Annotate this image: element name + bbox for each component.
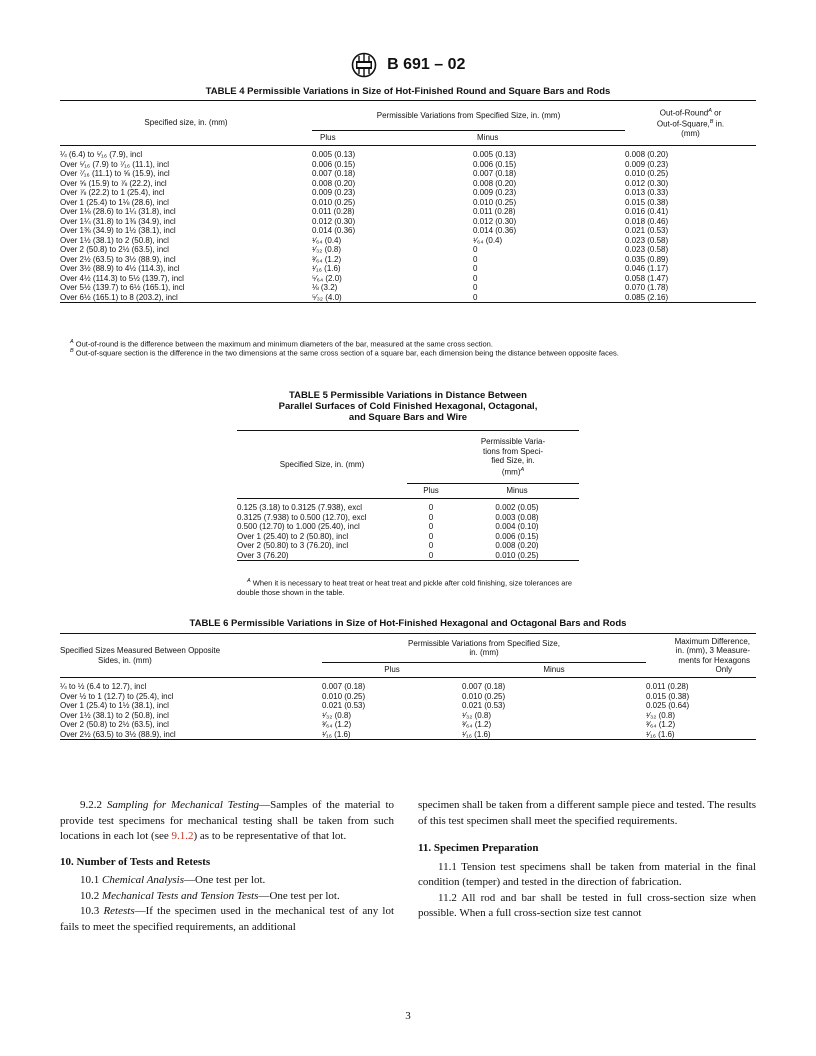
table6-cell: Over ½ to 1 (12.7) to (25.4), incl	[60, 691, 174, 701]
table5-cell: 0.002 (0.05)	[495, 503, 539, 512]
table6-cell: ¹⁄₃₂ (0.8)	[462, 710, 492, 720]
table4-body	[60, 150, 756, 303]
table5-cell: 0	[428, 522, 434, 531]
table4-row	[60, 207, 756, 217]
table6-cell: ¹⁄₃₂ (0.8)	[646, 710, 676, 720]
table6-row	[60, 720, 756, 730]
table4-cell: 0.010 (0.25)	[473, 197, 517, 207]
table5-body	[237, 503, 579, 561]
table6-title: TABLE 6 Permissible Variations in Size of Hot-Finished Hexagonal and Octagonal Bars and Rods	[189, 618, 627, 629]
table4-row	[60, 169, 756, 179]
table4-cell: 0.008 (0.20)	[473, 178, 517, 188]
table4-cell: 0.023 (0.58)	[625, 235, 669, 245]
table4-cell: 0.006 (0.15)	[473, 159, 517, 169]
table4-cell: 0	[473, 273, 478, 283]
table5-row	[237, 532, 579, 542]
table4-footnote-b: $^B$ Out-of-square section is the difference in the two dimensions at the same cross section of a square bar, each dimension being the distance between opposite faces.	[70, 348, 619, 358]
section-link-9-1-2[interactable]: 9.1.2	[171, 830, 194, 842]
table6-cell: Over 2 (50.8) to 2½ (63.5), incl	[60, 720, 169, 729]
table4-row	[60, 255, 756, 265]
table5	[237, 430, 579, 561]
table4-cell: 0.010 (0.25)	[312, 197, 356, 207]
table4-cell: Over 1 (25.4) to 1⅛ (28.6), incl	[60, 197, 169, 207]
table6-cell: 0.025 (0.64)	[646, 701, 690, 710]
heading-section-11: 11. Specimen Preparation	[418, 842, 539, 854]
table6-header-perm: Permissible Variations from Specified Size, in. (mm)	[322, 634, 646, 663]
table4-cell: Over 1½ (38.1) to 2 (50.8), incl	[60, 235, 169, 245]
table4-row	[60, 217, 756, 227]
table4-cell: Over 2½ (63.5) to 3½ (88.9), incl	[60, 254, 176, 264]
table5-row	[237, 503, 579, 513]
table5-cell: 0.3125 (7.938) to 0.500 (12.70), excl	[237, 512, 367, 522]
table5-cell: Over 1 (25.40) to 2 (50.80), incl	[237, 531, 349, 541]
table6-cell: 0.021 (0.53)	[322, 701, 366, 710]
table6-cell: 0.007 (0.18)	[322, 682, 366, 691]
table4-cell: Over 4½ (114.3) to 5½ (139.7), incl	[60, 273, 184, 283]
table4-cell: 0.012 (0.30)	[473, 216, 517, 226]
table4-cell: 0.014 (0.36)	[312, 226, 356, 235]
table4-header-perm: Permissible Variations from Specified Size, in. (mm)	[312, 101, 625, 131]
table4-cell: ¼ (6.4) to ⁵⁄₁₆ (7.9), incl	[60, 150, 143, 159]
table4-cell: 0.046 (1.17)	[625, 264, 669, 273]
table4-row	[60, 245, 756, 255]
table4-cell: Over 1¼ (31.8) to 1⅜ (34.9), incl	[60, 216, 176, 226]
table4-cell: Over ⅞ (22.2) to 1 (25.4), incl	[60, 188, 165, 197]
table5-header-plus: Plus	[407, 484, 455, 499]
table5-cell: 0	[428, 541, 434, 550]
table4-cell: Over 1⅜ (34.9) to 1½ (38.1), incl	[60, 226, 176, 235]
table4-cell: 0.021 (0.53)	[625, 226, 669, 235]
table4-row	[60, 236, 756, 246]
table5-footnote-a: $^A$ When it is necessary to heat treat or heat treat and pickle after cold finishing, size tolerances are double those shown in the table.	[237, 578, 573, 597]
paragraph-10-1: 10.1 Chemical Analysis—One test per lot.	[80, 874, 266, 886]
astm-logo-icon	[351, 52, 377, 78]
table4-cell: 0.035 (0.89)	[625, 254, 669, 264]
table5-cell: 0	[428, 512, 434, 522]
table5-row	[237, 522, 579, 532]
table6-row	[60, 701, 756, 711]
table4-header-specified: Specified size, in. (mm)	[60, 101, 312, 146]
table4-cell: 0.015 (0.38)	[625, 197, 669, 207]
table4-cell: Over 5½ (139.7) to 6½ (165.1), incl	[60, 283, 185, 292]
heading-section-10: 10. Number of Tests and Retests	[60, 855, 211, 868]
table4-cell: 0.023 (0.58)	[625, 245, 669, 254]
table4-cell: 0.007 (0.18)	[473, 169, 517, 178]
table4-cell: 0.006 (0.15)	[312, 159, 356, 169]
paragraph-9-2-2: 9.2.2 Sampling for Mechanical Testing—Samples of the material to provide test specimens for mechanical testing shall be taken from such locations in each lot (see 9.1.2) as to be representative of that lot.	[60, 799, 395, 842]
table4-cell: ¹⁄₁₆ (1.6)	[312, 264, 341, 273]
table6-cell: Over 1 (25.4) to 1½ (38.1), incl	[60, 701, 169, 710]
left-column	[60, 798, 394, 935]
table4-cell: 0.014 (0.36)	[473, 226, 517, 235]
table6-cell: ³⁄₆₄ (1.2)	[462, 720, 492, 729]
table4-cell: 0.012 (0.30)	[312, 216, 356, 226]
table6-cell: 0.007 (0.18)	[462, 682, 506, 691]
table5-cell: 0.003 (0.08)	[495, 512, 539, 522]
table6	[60, 633, 756, 740]
table4-cell: ⅛ (3.2)	[312, 283, 338, 292]
table4-title: TABLE 4 Permissible Variations in Size of Hot-Finished Round and Square Bars and Rods	[205, 86, 611, 97]
table6-header-plus: Plus	[322, 663, 462, 678]
table5-header-perm: Permissible Varia- tions from Speci- fied Size, in. (mm)$^A$	[407, 431, 579, 484]
table4-cell: 0	[473, 283, 478, 292]
table5-cell: Over 3 (76.20)	[237, 551, 407, 561]
table4-cell: 0.010 (0.25)	[625, 169, 669, 178]
table6-cell: ³⁄₆₄ (1.2)	[646, 720, 676, 729]
table4-cell: 0	[467, 293, 625, 303]
table4-cell: ³⁄₆₄ (1.2)	[312, 254, 342, 264]
table4-cell: 0.009 (0.23)	[312, 188, 356, 197]
table6-cell: ¼ to ½ (6.4 to 12.7), incl	[60, 682, 147, 691]
table4-cell: ⁵⁄₃₂ (4.0)	[312, 293, 467, 303]
document-designation: B 691 – 02	[387, 56, 466, 73]
table4	[60, 100, 756, 303]
table4-cell: 0.005 (0.13)	[473, 150, 517, 159]
table4-cell: 0	[473, 245, 478, 254]
table5-title: TABLE 5 Permissible Variations in Distance Between Parallel Surfaces of Cold Finished Hexagonal, Octagonal, and Square Bars and Wire	[278, 390, 538, 423]
table6-row	[60, 682, 756, 692]
table6-cell: ¹⁄₁₆ (1.6)	[322, 730, 462, 740]
table5-header-minus: Minus	[455, 484, 579, 499]
table4-header-plus: Plus	[312, 130, 467, 145]
table4-header-minus: Minus	[467, 130, 625, 145]
table4-row	[60, 150, 756, 160]
table5-cell: Over 2 (50.80) to 3 (76.20), incl	[237, 541, 349, 550]
table5-row	[237, 551, 579, 561]
table6-cell: 0.011 (0.28)	[646, 682, 689, 691]
table5-cell: 0	[428, 531, 434, 541]
table6-cell: ¹⁄₁₆ (1.6)	[462, 730, 646, 740]
table4-cell: 0.011 (0.28)	[473, 207, 516, 216]
table4-cell: 0.018 (0.46)	[625, 216, 669, 226]
table4-row	[60, 226, 756, 236]
table6-cell: Over 1½ (38.1) to 2 (50.8), incl	[60, 710, 169, 720]
table6-cell: 0.010 (0.25)	[462, 691, 506, 701]
table4-cell: ¹⁄₆₄ (0.4)	[473, 235, 503, 245]
table5-cell: 0.500 (12.70) to 1.000 (25.40), incl	[237, 522, 360, 531]
table4-cell: 0.008 (0.20)	[312, 178, 356, 188]
table4-cell: 0.008 (0.20)	[625, 150, 669, 159]
table4-cell: 0.016 (0.41)	[625, 207, 669, 216]
table5-cell: 0.125 (3.18) to 0.3125 (7.938), excl	[237, 503, 362, 512]
table5-row	[237, 541, 579, 551]
table4-row	[60, 283, 756, 293]
table6-cell: ¹⁄₃₂ (0.8)	[322, 710, 352, 720]
table5-cell: 0	[428, 503, 434, 512]
page-number: 3	[405, 1010, 411, 1022]
paragraph-11-2: 11.2 All rod and bar shall be tested in full cross-section size when possible. When a full cross-section size test cannot	[418, 891, 756, 919]
table4-cell: 0	[473, 254, 478, 264]
table5-cell: 0.008 (0.20)	[495, 541, 539, 550]
table5-header-specified: Specified Size, in. (mm)	[237, 431, 407, 499]
table5-cell: 0	[407, 551, 455, 561]
table4-cell: Over ⅝ (15.9) to ⅞ (22.2), incl	[60, 178, 167, 188]
table4-cell: ¹⁄₆₄ (0.4)	[312, 235, 342, 245]
table6-cell: ¹⁄₁₆ (1.6)	[646, 730, 756, 740]
table4-cell: 0.007 (0.18)	[312, 169, 356, 178]
table4-cell: ¹⁄₃₂ (0.8)	[312, 245, 342, 254]
table6-header-max: Maximum Difference, in. (mm), 3 Measure- ments for Hexagons Only	[646, 634, 756, 678]
table4-cell: 0.070 (1.78)	[625, 283, 669, 292]
table4-cell: Over 1⅛ (28.6) to 1¼ (31.8), incl	[60, 207, 176, 216]
table4-cell: 0.005 (0.13)	[312, 150, 356, 159]
table6-cell: 0.015 (0.38)	[646, 691, 690, 701]
paragraph-10-2: 10.2 Mechanical Tests and Tension Tests—One test per lot.	[80, 889, 340, 902]
table4-row	[60, 293, 756, 303]
table4-cell: 0.009 (0.23)	[625, 159, 669, 169]
table4-cell: 0.085 (2.16)	[625, 293, 756, 303]
table6-row	[60, 692, 756, 702]
table4-cell: 0.012 (0.30)	[625, 178, 669, 188]
paragraph-11-1: 11.1 Tension test specimens shall be taken from material in the final condition (temper) and tested in the direction of fabrication.	[418, 860, 756, 888]
table6-cell: Over 2½ (63.5) to 3½ (88.9), incl	[60, 730, 322, 740]
table4-row	[60, 198, 756, 208]
table6-header-minus: Minus	[462, 663, 646, 678]
table6-row	[60, 730, 756, 740]
table4-row	[60, 160, 756, 170]
table6-body	[60, 682, 756, 740]
paragraph-10-3: 10.3 Retests—If the specimen used in the mechanical test of any lot fails to meet the specified requirements, an additional	[60, 905, 395, 933]
table4-footnote-a: $^A$ Out-of-round is the difference between the maximum and minimum diameters of the bar, measured at the same cross section.	[70, 339, 493, 349]
table4-row	[60, 264, 756, 274]
document-header	[0, 52, 816, 78]
table6-cell: ³⁄₆₄ (1.2)	[322, 720, 352, 729]
table4-cell: Over 3½ (88.9) to 4½ (114.3), incl	[60, 264, 180, 273]
table4-cell: 0.013 (0.33)	[625, 188, 669, 197]
table6-cell: 0.021 (0.53)	[462, 701, 506, 710]
table4-row	[60, 179, 756, 189]
table5-cell: 0.010 (0.25)	[455, 551, 579, 561]
table4-cell: Over ⁵⁄₁₆ (7.9) to ⁷⁄₁₆ (11.1), incl	[60, 159, 170, 169]
table4-row	[60, 274, 756, 284]
table4-cell: Over 2 (50.8) to 2½ (63.5), incl	[60, 245, 169, 254]
table4-row	[60, 188, 756, 198]
table4-cell: 0.011 (0.28)	[312, 207, 355, 216]
table4-cell: Over ⁷⁄₁₆ (11.1) to ⅝ (15.9), incl	[60, 169, 170, 178]
table4-cell: Over 6½ (165.1) to 8 (203.2), incl	[60, 293, 312, 303]
table5-cell: 0.004 (0.10)	[495, 522, 539, 531]
table5-row	[237, 513, 579, 523]
table6-row	[60, 711, 756, 721]
table4-cell: 0	[473, 264, 478, 273]
paragraph-10-3-continued: specimen shall be taken from a different sample piece and tested. The results of this test specimen shall meet the specified requirements.	[418, 799, 756, 827]
table4-cell: ⁵⁄₆₄ (2.0)	[312, 273, 342, 283]
table4-header-oor: Out-of-Round$^A$ or Out-of-Square,$^B$ in. (mm)	[625, 101, 756, 146]
right-column	[418, 798, 756, 922]
table4-cell: 0.009 (0.23)	[473, 188, 517, 197]
table5-cell: 0.006 (0.15)	[495, 531, 539, 541]
table6-cell: 0.010 (0.25)	[322, 691, 366, 701]
table6-header-specified: Specified Sizes Measured Between Opposite Sides, in. (mm)	[60, 634, 322, 678]
table4-cell: 0.058 (1.47)	[625, 273, 669, 283]
